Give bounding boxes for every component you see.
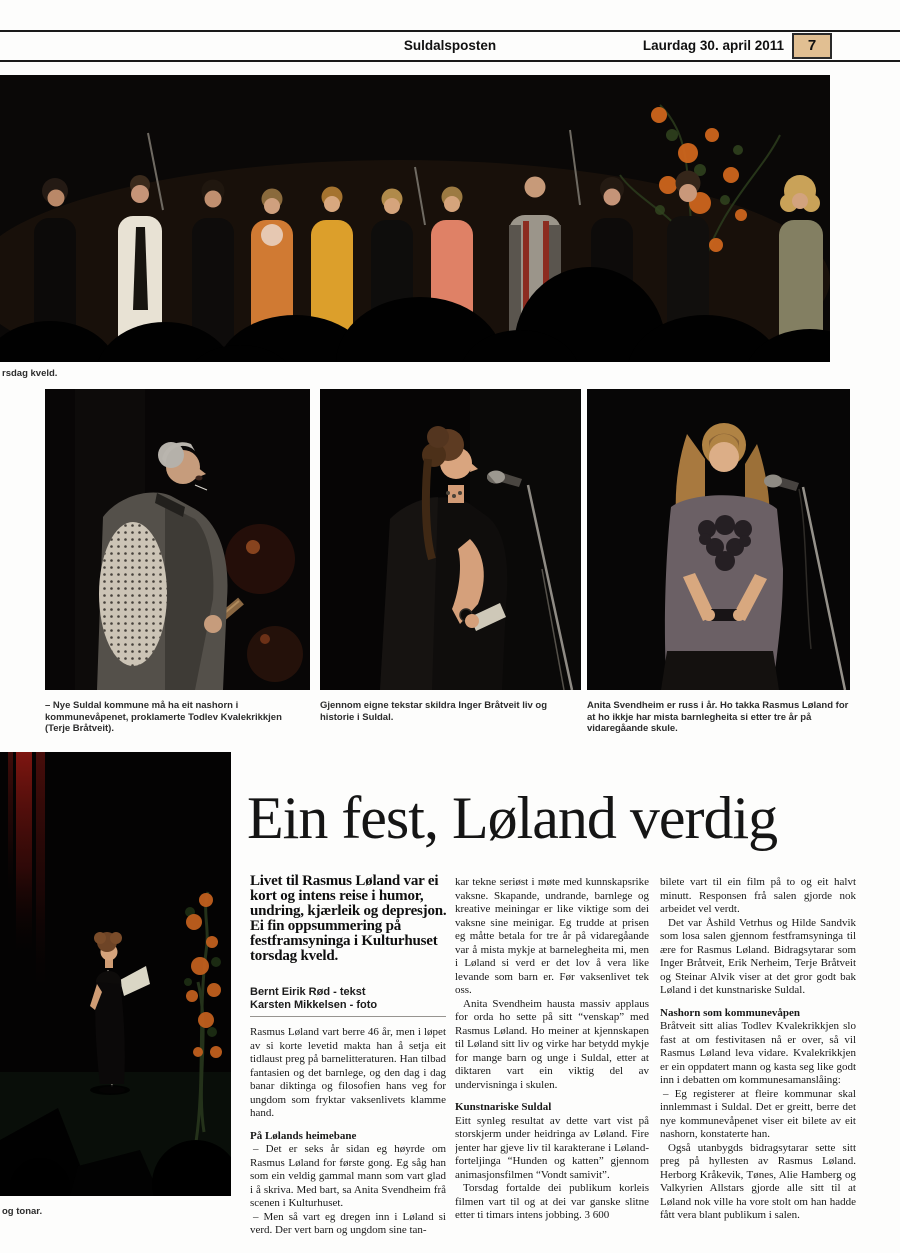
- paragraph: Torsdag fortalde dei publikum korleis filmen vart til og at dei var ganske slitne etter ti timars intens jobbing. 3 600: [455, 1182, 649, 1221]
- byline-divider: [250, 1016, 446, 1017]
- paragraph: Rasmus Løland vart berre 46 år, men i løpet av si korte levetid makta han å setja eit tidlaust preg på barnelitteraturen. Han tilbad fantasien og det barnlege, og den dag i dag banar diktinga og filosofien hans veg for ungdom som fryktar vaksenlivets klamme hand.: [250, 1026, 446, 1119]
- inger-bratveit-photo: [320, 389, 581, 690]
- anita-svendheim-photo: [587, 389, 850, 690]
- terje-bratveit-photo: [45, 389, 310, 690]
- photo-a-caption: – Nye Suldal kommune må ha eit nashorn i kommunevåpenet, proklamerte Todlev Kvalekrikkjen (Terje Bråtveit).: [45, 700, 282, 734]
- paragraph: bilete vart til ein film på to og eit halvt minutt. Responsen frå salen gjorde nok arbeidet vel verdt.: [660, 876, 856, 915]
- paragraph: kar tekne seriøst i møte med kunnskapsrike vaksne. Skapande, undrande, barnlege og kreative meiningar er like viktige som dei vaksne sine meinigar. Eg trudde at prisen eg måtte betala for tre år på vidaregåande var å mista mykje at barnelegheita mi, men i Løland si verd er det lov å vera like levande som barn er. Før vaksenlivet tek oss.: [455, 876, 649, 996]
- newspaper-title: Suldalsposten: [403, 38, 497, 53]
- ensemble-stage-illustration: [0, 75, 830, 362]
- stage-performer-illustration: [0, 752, 231, 1196]
- article-lead: Livet til Rasmus Løland var ei kort og intens reise i humor, undring, kjærleik og depresjon. Ei fin oppsummering på festframsyninga i Kulturhuset torsdag kveld.: [250, 873, 447, 964]
- terje-bratveit-illustration: [45, 389, 310, 690]
- photo-b-caption: Gjennom eigne tekstar skildra Inger Bråtveit liv og historie i Suldal.: [320, 700, 548, 723]
- paragraph: Bråtveit sitt alias Todlev Kvalekrikkjen slo fast at om festivitasen nå er over, så vil Rasmus Løland leva vidare. Kvalekrikkjen er ein oppdatert mann og kasta seg like godt inn i debatten om kommunesamanslåing:: [660, 1020, 856, 1086]
- paragraph: Anita Svendheim hausta massiv applaus for orda ho sette på sitt “venskap” med Rasmus Løland. Ho meiner at kjennskapen til Løland sitt liv og virke har betydd mykje for mange barn og unge i Suldal, etter at diktaren vart ein viktig del av undervisninga i skulen.: [455, 997, 649, 1091]
- page-number-badge: 7: [792, 33, 832, 59]
- paragraph: Også utanbygds bidragsytarar sette sitt preg på hyllesten av Rasmus Løland. Herborg Kråkevik, Tønes, Alie Hamberg og Valkyrien Allstars gjorde alle sitt til at Løland nok ville ha vore stolt om han hadde fått vera blant publikum i salen.: [660, 1141, 856, 1221]
- subheading: Nashorn som kommunevåpen: [660, 1006, 800, 1019]
- subheading: På Lølands heimebane: [250, 1129, 357, 1142]
- byline: [250, 986, 377, 1011]
- paragraph: Det var Åshild Vetrhus og Hilde Sandvik som losa salen gjennom festframsyninga til ære for Rasmus Løland. Bidragsytarar som Inger Bråtveit, Erik Nerheim, Terje Bråtveit og Steinar Alvik viser at det gror godt bak Løland i det kunstnariske Suldal.: [660, 916, 856, 996]
- issue-date: Laurdag 30. april 2011: [642, 38, 784, 53]
- inger-bratveit-illustration: [320, 389, 581, 690]
- byline-photo-credit: Karsten Mikkelsen - foto: [250, 998, 378, 1011]
- top-photo-caption: rsdag kveld.: [2, 368, 58, 379]
- left-photo-caption: og tonar.: [2, 1206, 43, 1217]
- paragraph: Eitt synleg resultat av dette vart vist på storskjerm under heidringa av Løland. Fire jenter har gjeve liv til karakterane i Løland-forteljinga “Hunden og katten” gjennom animasjonsfilmen “Vondt samivit”.: [455, 1114, 649, 1181]
- paragraph: – Men så vart eg dregen inn i Løland si verd. Der vert barn og ungdom sine tan-: [250, 1210, 446, 1236]
- paragraph: – Eg registerer at fleire kommunar skal innlemmast i Suldal. Det er greitt, berre det nye kommunevåpenet viser eit bilete av eit nashorn, konstaterte han.: [660, 1087, 856, 1140]
- page-header: [0, 30, 900, 62]
- paragraph: – Det er seks år sidan eg høyrde om Rasmus Løland for første gong. Eg såg han som ein veldig gammal mann som vart glad i å skriva. Med bart, sa Anita Svendheim frå scenen i Kulturhuset.: [250, 1143, 446, 1209]
- photo-c-caption: Anita Svendheim er russ i år. Ho takka Rasmus Løland for at ho ikkje har mista barnlegheita si etter tre år på vidaregåande skule.: [587, 700, 849, 734]
- article-headline: Ein fest, Løland verdig: [247, 785, 778, 851]
- byline-text-credit: Bernt Eirik Rød - tekst: [250, 986, 366, 998]
- ensemble-stage-photo: [0, 75, 830, 362]
- article-column-1: [250, 1026, 446, 1253]
- article-column-2: [455, 876, 649, 1253]
- article-column-3: [660, 876, 856, 1253]
- stage-performer-photo: [0, 752, 231, 1196]
- anita-svendheim-illustration: [587, 389, 850, 690]
- subheading: Kunstnariske Suldal: [455, 1101, 552, 1113]
